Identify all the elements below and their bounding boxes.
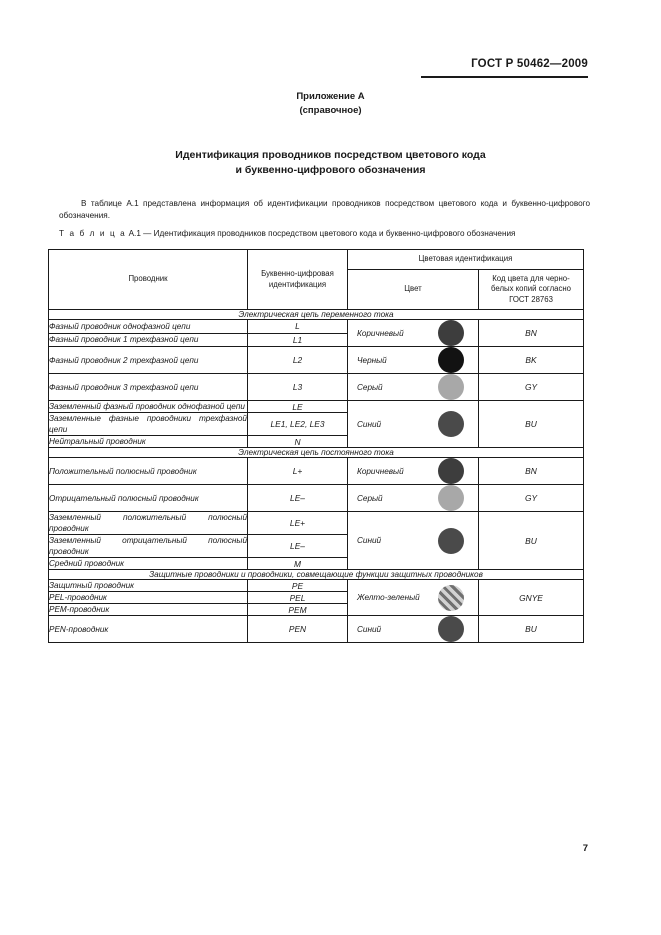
table-body [49, 310, 584, 643]
cell-alphanumeric: PEN [248, 616, 348, 643]
cell-color [348, 347, 479, 374]
cell-alphanumeric: LE– [248, 535, 348, 558]
appendix-kind: (справочное) [299, 104, 362, 116]
cell-alphanumeric: LE [248, 401, 348, 413]
cell-conductor: Нейтральный проводник [49, 436, 248, 448]
table-section-title: Электрическая цепь переменного тока [49, 310, 584, 320]
cell-conductor: Заземленные фазные проводники трехфазной цепи [49, 414, 247, 434]
cell-color-code: GY [479, 485, 584, 512]
cell-color [348, 580, 479, 616]
color-swatch-grey [438, 485, 464, 511]
color-cell-inner [348, 616, 478, 642]
table-row [49, 458, 584, 485]
cell-alphanumeric: L+ [248, 458, 348, 485]
color-swatch-blue [438, 616, 464, 642]
table-row [49, 512, 584, 535]
color-swatch-wrap [428, 411, 478, 437]
color-swatch-wrap [428, 528, 478, 554]
cell-conductor: Фазный проводник 1 трехфазной цепи [49, 333, 248, 347]
table-section-row [49, 570, 584, 580]
cell-color [348, 320, 479, 347]
cell-color [348, 374, 479, 401]
color-swatch-brown [438, 458, 464, 484]
table-row [49, 485, 584, 512]
cell-color-code: BU [479, 616, 584, 643]
color-name-label: Серый [357, 382, 383, 392]
cell-alphanumeric: PEM [248, 604, 348, 616]
cell-color-code: BU [479, 401, 584, 448]
table-header [49, 250, 584, 310]
cell-conductor: Средний проводник [49, 558, 248, 570]
cell-conductor: Заземленный фазный проводник однофазной цепи [49, 401, 248, 413]
color-name-label: Синий [357, 624, 382, 634]
color-cell-inner [348, 320, 478, 346]
table-section-title: Защитные проводники и проводники, совмещающие функции защитных проводников [49, 570, 584, 580]
cell-conductor: Фазный проводник 3 трехфазной цепи [49, 374, 248, 401]
cell-conductor: Положительный полюсный проводник [49, 458, 248, 485]
color-swatch-gnye [438, 585, 464, 611]
color-cell-inner [348, 374, 478, 400]
color-swatch-wrap [428, 374, 478, 400]
table-row [49, 616, 584, 643]
color-swatch-wrap [428, 485, 478, 511]
cell-color-code: BN [479, 458, 584, 485]
page-number: 7 [582, 843, 588, 854]
appendix-label: Приложение А [296, 91, 365, 102]
cell-color [348, 616, 479, 643]
cell-conductor: Фазный проводник 2 трехфазной цепи [49, 347, 248, 374]
page-title-line-2: и буквенно-цифрового обозначения [235, 164, 426, 176]
color-swatch-grey [438, 374, 464, 400]
cell-color [348, 512, 479, 570]
color-swatch-brown [438, 320, 464, 346]
color-name-label: Коричневый [357, 466, 404, 476]
cell-color [348, 458, 479, 485]
cell-alphanumeric: PEL [248, 592, 348, 604]
color-swatch-wrap [428, 320, 478, 346]
cell-conductor: Фазный проводник однофазной цепи [49, 320, 248, 334]
cell-alphanumeric: LE1, LE2, LE3 [248, 413, 348, 436]
cell-conductor: Заземленный отрицательный полюсный проводник [49, 536, 247, 556]
table-header-row-top [49, 250, 584, 270]
table-section-title: Электрическая цепь постоянного тока [49, 448, 584, 458]
color-cell-inner [348, 347, 478, 373]
color-swatch-wrap [428, 347, 478, 373]
header-color: Цвет [348, 269, 479, 310]
cell-conductor: Защитный проводник [49, 580, 248, 592]
table-caption [59, 228, 599, 239]
cell-color-code: GNYE [479, 580, 584, 616]
table-row [49, 580, 584, 592]
cell-conductor: Заземленный положительный полюсный проводник [49, 513, 247, 533]
color-name-label: Желто-зеленый [357, 593, 420, 602]
cell-alphanumeric: L1 [248, 333, 348, 347]
cell-alphanumeric: PE [248, 580, 348, 592]
cell-color-code: GY [479, 374, 584, 401]
table-row [49, 347, 584, 374]
intro-paragraph: В таблице А.1 представлена информация об идентификации проводников посредством цветового кода и буквенно-цифрового обозначения. [59, 199, 590, 221]
color-swatch-wrap [428, 616, 478, 642]
cell-conductor: Отрицательный полюсный проводник [49, 485, 248, 512]
color-swatch-blue [438, 411, 464, 437]
table-row [49, 401, 584, 413]
color-cell-inner [348, 585, 478, 611]
cell-color [348, 485, 479, 512]
table-caption-text: Идентификация проводников посредством цветового кода и буквенно-цифрового обозначения [153, 229, 516, 238]
conductor-identification-table [48, 249, 584, 643]
color-swatch-wrap [428, 585, 478, 611]
cell-alphanumeric: M [248, 558, 348, 570]
color-cell-inner [348, 528, 478, 554]
color-swatch-blue [438, 528, 464, 554]
cell-color-code: BK [479, 347, 584, 374]
cell-alphanumeric: LE– [248, 485, 348, 512]
table-row [49, 320, 584, 334]
color-cell-inner [348, 485, 478, 511]
cell-conductor: PEM-проводник [49, 604, 248, 616]
cell-color-code: BU [479, 512, 584, 570]
table-caption-number: А.1 [128, 229, 141, 238]
header-color-group: Цветовая идентификация [348, 250, 584, 270]
cell-color [348, 401, 479, 448]
page-title [0, 148, 661, 178]
cell-conductor: PEL-проводник [49, 592, 248, 604]
color-name-label: Синий [357, 536, 382, 545]
cell-conductor: PEN-проводник [49, 616, 248, 643]
cell-alphanumeric: L3 [248, 374, 348, 401]
table-section-row [49, 448, 584, 458]
cell-color-code: BN [479, 320, 584, 347]
color-name-label: Коричневый [357, 328, 404, 338]
cell-alphanumeric: L2 [248, 347, 348, 374]
cell-alphanumeric: L [248, 320, 348, 334]
standard-designation-header: ГОСТ Р 50462—2009 [471, 58, 588, 70]
header-alphanumeric: Буквенно-цифровая идентификация [248, 250, 348, 310]
color-cell-inner [348, 458, 478, 484]
table-section-row [49, 310, 584, 320]
page-title-line-1: Идентификация проводников посредством цветового кода [175, 149, 486, 161]
table-row [49, 374, 584, 401]
header-code: Код цвета для черно-белых копий согласно ГОСТ 28763 [479, 269, 584, 310]
header-rule [421, 76, 588, 78]
color-name-label: Серый [357, 493, 383, 503]
color-name-label: Синий [357, 419, 382, 429]
cell-alphanumeric: LE+ [248, 512, 348, 535]
table-caption-prefix: Т а б л и ц а [59, 229, 127, 238]
color-swatch-black [438, 347, 464, 373]
color-name-label: Черный [357, 355, 387, 365]
color-swatch-wrap [428, 458, 478, 484]
cell-alphanumeric: N [248, 436, 348, 448]
table-caption-dash: — [143, 229, 152, 238]
header-conductor: Проводник [49, 250, 248, 310]
color-cell-inner [348, 411, 478, 437]
appendix-heading [0, 90, 661, 117]
